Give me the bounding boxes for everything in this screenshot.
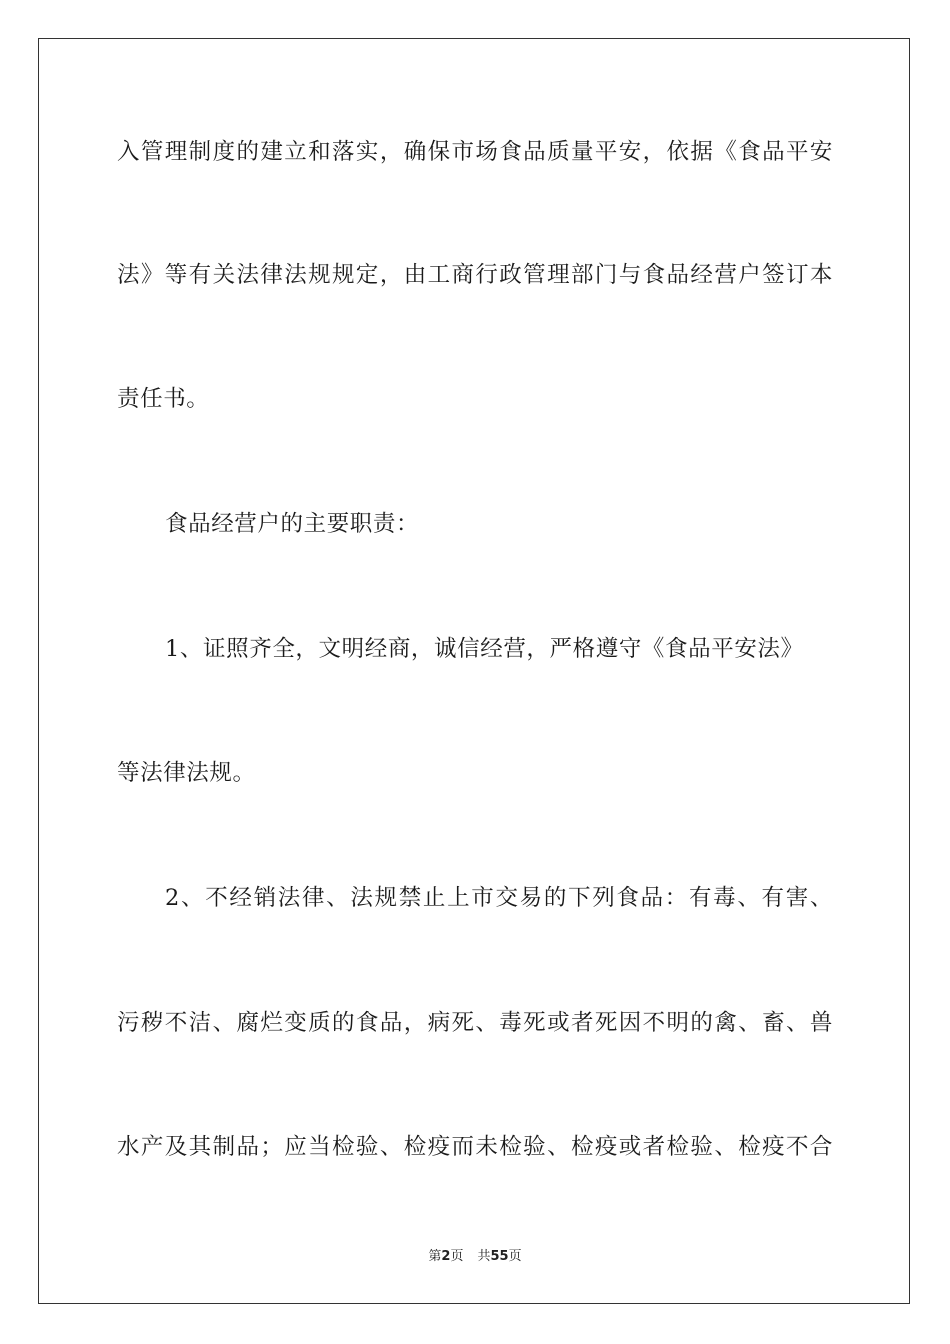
text-line-6: 等法律法规。: [117, 760, 256, 786]
text-line-5: 1、证照齐全，文明经商，诚信经营，严格遵守《食品平安法》: [165, 636, 804, 662]
text-line-2: 法》等有关法律法规规定，由工商行政管理部门与食品经营户签订本: [117, 262, 833, 288]
page-border: [38, 38, 910, 1304]
page-number: 2: [441, 1249, 451, 1264]
section-heading: 食品经营户的主要职责：: [165, 511, 420, 537]
text-line-1: 入管理制度的建立和落实，确保市场食品质量平安，依据《食品平安: [117, 139, 833, 165]
text-line-9: 水产及其制品；应当检验、检疫而未检验、检疫或者检验、检疫不合: [117, 1134, 833, 1160]
text-line-7: 2、不经销法律、法规禁止上市交易的下列食品：有毒、有害、: [165, 885, 833, 911]
page-suffix: 页: [450, 1249, 464, 1264]
text-line-3: 责任书。: [117, 386, 210, 412]
page-footer: [0, 1248, 950, 1266]
total-prefix: 共: [477, 1249, 491, 1264]
text-line-8: 污秽不洁、腐烂变质的食品，病死、毒死或者死因不明的禽、畜、兽: [117, 1010, 833, 1036]
total-suffix: 页: [508, 1249, 522, 1264]
page-prefix: 第: [428, 1249, 442, 1264]
total-pages: 55: [490, 1249, 509, 1264]
